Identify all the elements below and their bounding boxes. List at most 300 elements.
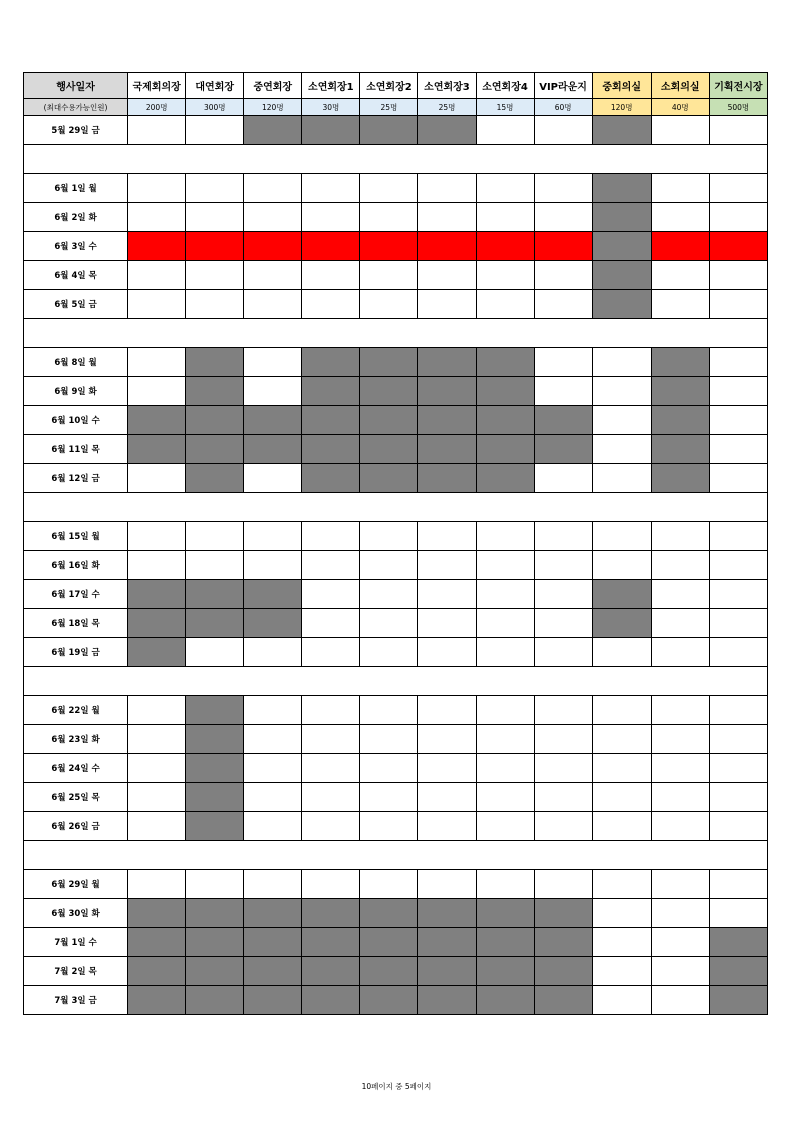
available-cell	[709, 522, 767, 551]
date-cell: 6월 19일 금	[24, 638, 128, 667]
available-cell	[534, 580, 592, 609]
available-cell	[128, 348, 186, 377]
available-cell	[302, 203, 360, 232]
available-cell	[418, 870, 476, 899]
booked-cell	[186, 464, 244, 493]
available-cell	[476, 174, 534, 203]
available-cell	[651, 609, 709, 638]
date-cell: 6월 26일 금	[24, 812, 128, 841]
date-cell: 6월 25일 목	[24, 783, 128, 812]
available-cell	[534, 754, 592, 783]
available-cell	[360, 609, 418, 638]
closed-cell	[360, 232, 418, 261]
available-cell	[534, 551, 592, 580]
available-cell	[651, 522, 709, 551]
closed-cell	[651, 232, 709, 261]
booked-cell	[186, 696, 244, 725]
week-separator-row	[24, 319, 768, 348]
booked-cell	[418, 957, 476, 986]
date-cell: 6월 30일 화	[24, 899, 128, 928]
schedule-row	[24, 290, 768, 319]
available-cell	[476, 203, 534, 232]
booked-cell	[476, 986, 534, 1015]
venue-capacity: 40명	[651, 99, 709, 116]
closed-cell	[244, 232, 302, 261]
available-cell	[592, 464, 651, 493]
schedule-row	[24, 232, 768, 261]
available-cell	[128, 812, 186, 841]
available-cell	[360, 203, 418, 232]
booked-cell	[534, 406, 592, 435]
closed-cell	[709, 232, 767, 261]
booked-cell	[534, 435, 592, 464]
booked-cell	[418, 899, 476, 928]
available-cell	[244, 551, 302, 580]
available-cell	[186, 203, 244, 232]
available-cell	[534, 725, 592, 754]
schedule-row	[24, 116, 768, 145]
available-cell	[476, 812, 534, 841]
available-cell	[709, 580, 767, 609]
booking-schedule-table	[23, 72, 768, 1015]
date-cell: 6월 18일 목	[24, 609, 128, 638]
available-cell	[709, 116, 767, 145]
schedule-row	[24, 203, 768, 232]
booked-cell	[651, 435, 709, 464]
available-cell	[709, 551, 767, 580]
booked-cell	[128, 899, 186, 928]
venue-capacity: 30명	[302, 99, 360, 116]
available-cell	[476, 609, 534, 638]
week-separator	[24, 145, 768, 174]
closed-cell	[476, 232, 534, 261]
capacity-row	[24, 99, 768, 116]
booked-cell	[418, 406, 476, 435]
available-cell	[360, 261, 418, 290]
available-cell	[709, 870, 767, 899]
available-cell	[709, 783, 767, 812]
booked-cell	[128, 928, 186, 957]
booked-cell	[651, 464, 709, 493]
available-cell	[476, 783, 534, 812]
date-cell: 6월 10일 수	[24, 406, 128, 435]
booked-cell	[418, 928, 476, 957]
venue-capacity: 200명	[128, 99, 186, 116]
booked-cell	[476, 406, 534, 435]
venue-capacity: 500명	[709, 99, 767, 116]
schedule-row	[24, 261, 768, 290]
booked-cell	[128, 435, 186, 464]
date-cell: 6월 23일 화	[24, 725, 128, 754]
available-cell	[476, 696, 534, 725]
available-cell	[592, 899, 651, 928]
available-cell	[534, 261, 592, 290]
venue-capacity: 25명	[360, 99, 418, 116]
schedule-body	[24, 116, 768, 1015]
venue-header: 중회의실	[592, 73, 651, 99]
available-cell	[244, 377, 302, 406]
schedule-row	[24, 609, 768, 638]
booked-cell	[476, 928, 534, 957]
booked-cell	[186, 580, 244, 609]
available-cell	[360, 580, 418, 609]
available-cell	[534, 174, 592, 203]
available-cell	[360, 696, 418, 725]
booked-cell	[186, 348, 244, 377]
booked-cell	[709, 986, 767, 1015]
schedule-row	[24, 870, 768, 899]
booked-cell	[186, 812, 244, 841]
available-cell	[651, 174, 709, 203]
venue-capacity: 120명	[244, 99, 302, 116]
date-cell: 5월 29일 금	[24, 116, 128, 145]
booked-cell	[360, 464, 418, 493]
schedule-row	[24, 377, 768, 406]
available-cell	[476, 754, 534, 783]
booked-cell	[592, 174, 651, 203]
booked-cell	[244, 580, 302, 609]
available-cell	[592, 696, 651, 725]
available-cell	[302, 783, 360, 812]
available-cell	[244, 725, 302, 754]
available-cell	[534, 522, 592, 551]
schedule-row	[24, 899, 768, 928]
date-cell: 7월 2일 목	[24, 957, 128, 986]
available-cell	[651, 116, 709, 145]
booked-cell	[186, 957, 244, 986]
date-cell: 6월 2일 화	[24, 203, 128, 232]
booked-cell	[592, 580, 651, 609]
available-cell	[302, 696, 360, 725]
schedule-row	[24, 435, 768, 464]
available-cell	[592, 406, 651, 435]
booked-cell	[592, 232, 651, 261]
schedule-row	[24, 957, 768, 986]
available-cell	[709, 406, 767, 435]
schedule-row	[24, 406, 768, 435]
available-cell	[651, 261, 709, 290]
available-cell	[476, 290, 534, 319]
available-cell	[302, 580, 360, 609]
booked-cell	[651, 348, 709, 377]
available-cell	[360, 290, 418, 319]
available-cell	[651, 203, 709, 232]
booked-cell	[186, 609, 244, 638]
available-cell	[534, 638, 592, 667]
available-cell	[651, 725, 709, 754]
booked-cell	[128, 638, 186, 667]
available-cell	[128, 464, 186, 493]
booked-cell	[302, 986, 360, 1015]
schedule-row	[24, 986, 768, 1015]
available-cell	[244, 638, 302, 667]
venue-header: VIP라운지	[534, 73, 592, 99]
schedule-row	[24, 754, 768, 783]
booked-cell	[418, 435, 476, 464]
booked-cell	[244, 928, 302, 957]
venue-header-row	[24, 73, 768, 99]
week-separator-row	[24, 493, 768, 522]
available-cell	[186, 638, 244, 667]
booked-cell	[128, 406, 186, 435]
booked-cell	[128, 609, 186, 638]
booked-cell	[709, 957, 767, 986]
week-separator	[24, 667, 768, 696]
booked-cell	[302, 435, 360, 464]
available-cell	[709, 725, 767, 754]
available-cell	[302, 638, 360, 667]
available-cell	[651, 928, 709, 957]
booked-cell	[418, 116, 476, 145]
available-cell	[418, 580, 476, 609]
week-separator	[24, 493, 768, 522]
schedule-row	[24, 580, 768, 609]
venue-capacity: 300명	[186, 99, 244, 116]
capacity-label: (최대수용가능인원)	[24, 99, 128, 116]
week-separator	[24, 841, 768, 870]
booked-cell	[476, 348, 534, 377]
available-cell	[534, 696, 592, 725]
booked-cell	[244, 116, 302, 145]
booked-cell	[302, 377, 360, 406]
booked-cell	[592, 261, 651, 290]
date-cell: 6월 17일 수	[24, 580, 128, 609]
available-cell	[592, 986, 651, 1015]
available-cell	[244, 754, 302, 783]
booked-cell	[534, 928, 592, 957]
available-cell	[128, 261, 186, 290]
available-cell	[128, 783, 186, 812]
date-cell: 6월 5일 금	[24, 290, 128, 319]
available-cell	[418, 174, 476, 203]
schedule-row	[24, 348, 768, 377]
booked-cell	[709, 928, 767, 957]
available-cell	[244, 290, 302, 319]
date-cell: 6월 12일 금	[24, 464, 128, 493]
booked-cell	[302, 928, 360, 957]
venue-header: 소연회장4	[476, 73, 534, 99]
booked-cell	[302, 899, 360, 928]
venue-header: 대연회장	[186, 73, 244, 99]
schedule-row	[24, 812, 768, 841]
venue-header: 소회의실	[651, 73, 709, 99]
booked-cell	[360, 116, 418, 145]
closed-cell	[302, 232, 360, 261]
available-cell	[186, 174, 244, 203]
available-cell	[476, 725, 534, 754]
booked-cell	[244, 406, 302, 435]
available-cell	[651, 812, 709, 841]
closed-cell	[128, 232, 186, 261]
available-cell	[592, 638, 651, 667]
booked-cell	[360, 406, 418, 435]
available-cell	[709, 609, 767, 638]
available-cell	[476, 580, 534, 609]
available-cell	[302, 609, 360, 638]
schedule-row	[24, 551, 768, 580]
available-cell	[128, 725, 186, 754]
available-cell	[418, 609, 476, 638]
booked-cell	[534, 986, 592, 1015]
booked-cell	[128, 986, 186, 1015]
booked-cell	[244, 435, 302, 464]
schedule-row	[24, 464, 768, 493]
available-cell	[592, 435, 651, 464]
booked-cell	[302, 406, 360, 435]
booked-cell	[128, 957, 186, 986]
available-cell	[418, 638, 476, 667]
available-cell	[651, 899, 709, 928]
booked-cell	[302, 348, 360, 377]
available-cell	[418, 696, 476, 725]
booked-cell	[651, 406, 709, 435]
available-cell	[360, 870, 418, 899]
available-cell	[592, 957, 651, 986]
available-cell	[302, 522, 360, 551]
available-cell	[709, 174, 767, 203]
available-cell	[709, 203, 767, 232]
available-cell	[709, 696, 767, 725]
booked-cell	[592, 203, 651, 232]
available-cell	[418, 551, 476, 580]
booked-cell	[244, 957, 302, 986]
available-cell	[360, 638, 418, 667]
booked-cell	[186, 754, 244, 783]
available-cell	[302, 725, 360, 754]
booked-cell	[244, 899, 302, 928]
available-cell	[534, 377, 592, 406]
available-cell	[244, 812, 302, 841]
available-cell	[302, 261, 360, 290]
available-cell	[128, 290, 186, 319]
available-cell	[534, 203, 592, 232]
available-cell	[360, 725, 418, 754]
available-cell	[534, 812, 592, 841]
booked-cell	[476, 435, 534, 464]
available-cell	[302, 812, 360, 841]
available-cell	[128, 696, 186, 725]
available-cell	[651, 290, 709, 319]
available-cell	[186, 551, 244, 580]
available-cell	[709, 348, 767, 377]
available-cell	[651, 986, 709, 1015]
available-cell	[360, 754, 418, 783]
available-cell	[592, 348, 651, 377]
available-cell	[418, 203, 476, 232]
date-cell: 6월 8일 월	[24, 348, 128, 377]
available-cell	[651, 870, 709, 899]
booked-cell	[186, 435, 244, 464]
venue-header: 소연회장1	[302, 73, 360, 99]
available-cell	[244, 261, 302, 290]
booked-cell	[476, 377, 534, 406]
booked-cell	[360, 899, 418, 928]
venue-header: 소연회장3	[418, 73, 476, 99]
available-cell	[709, 261, 767, 290]
available-cell	[418, 290, 476, 319]
available-cell	[651, 696, 709, 725]
schedule-row	[24, 522, 768, 551]
date-cell: 7월 1일 수	[24, 928, 128, 957]
venue-capacity: 60명	[534, 99, 592, 116]
available-cell	[244, 696, 302, 725]
available-cell	[302, 754, 360, 783]
booked-cell	[244, 986, 302, 1015]
available-cell	[360, 174, 418, 203]
available-cell	[709, 464, 767, 493]
available-cell	[186, 116, 244, 145]
closed-cell	[186, 232, 244, 261]
available-cell	[128, 377, 186, 406]
booked-cell	[476, 464, 534, 493]
available-cell	[476, 551, 534, 580]
date-cell: 6월 15일 월	[24, 522, 128, 551]
available-cell	[592, 870, 651, 899]
schedule-row	[24, 725, 768, 754]
venue-header: 국제회의장	[128, 73, 186, 99]
date-cell: 7월 3일 금	[24, 986, 128, 1015]
available-cell	[476, 522, 534, 551]
schedule-row	[24, 696, 768, 725]
closed-cell	[534, 232, 592, 261]
booked-cell	[128, 580, 186, 609]
booked-cell	[418, 464, 476, 493]
available-cell	[592, 928, 651, 957]
schedule-row	[24, 638, 768, 667]
booked-cell	[360, 377, 418, 406]
week-separator-row	[24, 145, 768, 174]
available-cell	[302, 551, 360, 580]
available-cell	[302, 870, 360, 899]
date-column-header: 행사일자	[24, 73, 128, 99]
available-cell	[592, 812, 651, 841]
available-cell	[476, 261, 534, 290]
date-cell: 6월 29일 월	[24, 870, 128, 899]
available-cell	[360, 812, 418, 841]
page-footer: 10페이지 중 5페이지	[361, 1082, 432, 1091]
available-cell	[709, 899, 767, 928]
available-cell	[186, 290, 244, 319]
available-cell	[244, 203, 302, 232]
booked-cell	[476, 899, 534, 928]
schedule-row	[24, 783, 768, 812]
available-cell	[534, 609, 592, 638]
available-cell	[244, 870, 302, 899]
available-cell	[709, 435, 767, 464]
available-cell	[418, 261, 476, 290]
schedule-row	[24, 174, 768, 203]
available-cell	[244, 783, 302, 812]
available-cell	[651, 783, 709, 812]
booked-cell	[186, 899, 244, 928]
date-cell: 6월 3일 수	[24, 232, 128, 261]
available-cell	[302, 290, 360, 319]
booked-cell	[418, 377, 476, 406]
available-cell	[651, 754, 709, 783]
booked-cell	[186, 406, 244, 435]
booked-cell	[302, 464, 360, 493]
available-cell	[534, 783, 592, 812]
available-cell	[244, 522, 302, 551]
available-cell	[709, 812, 767, 841]
booked-cell	[360, 348, 418, 377]
week-separator-row	[24, 841, 768, 870]
available-cell	[476, 870, 534, 899]
booked-cell	[360, 986, 418, 1015]
booked-cell	[534, 899, 592, 928]
available-cell	[651, 638, 709, 667]
available-cell	[186, 522, 244, 551]
